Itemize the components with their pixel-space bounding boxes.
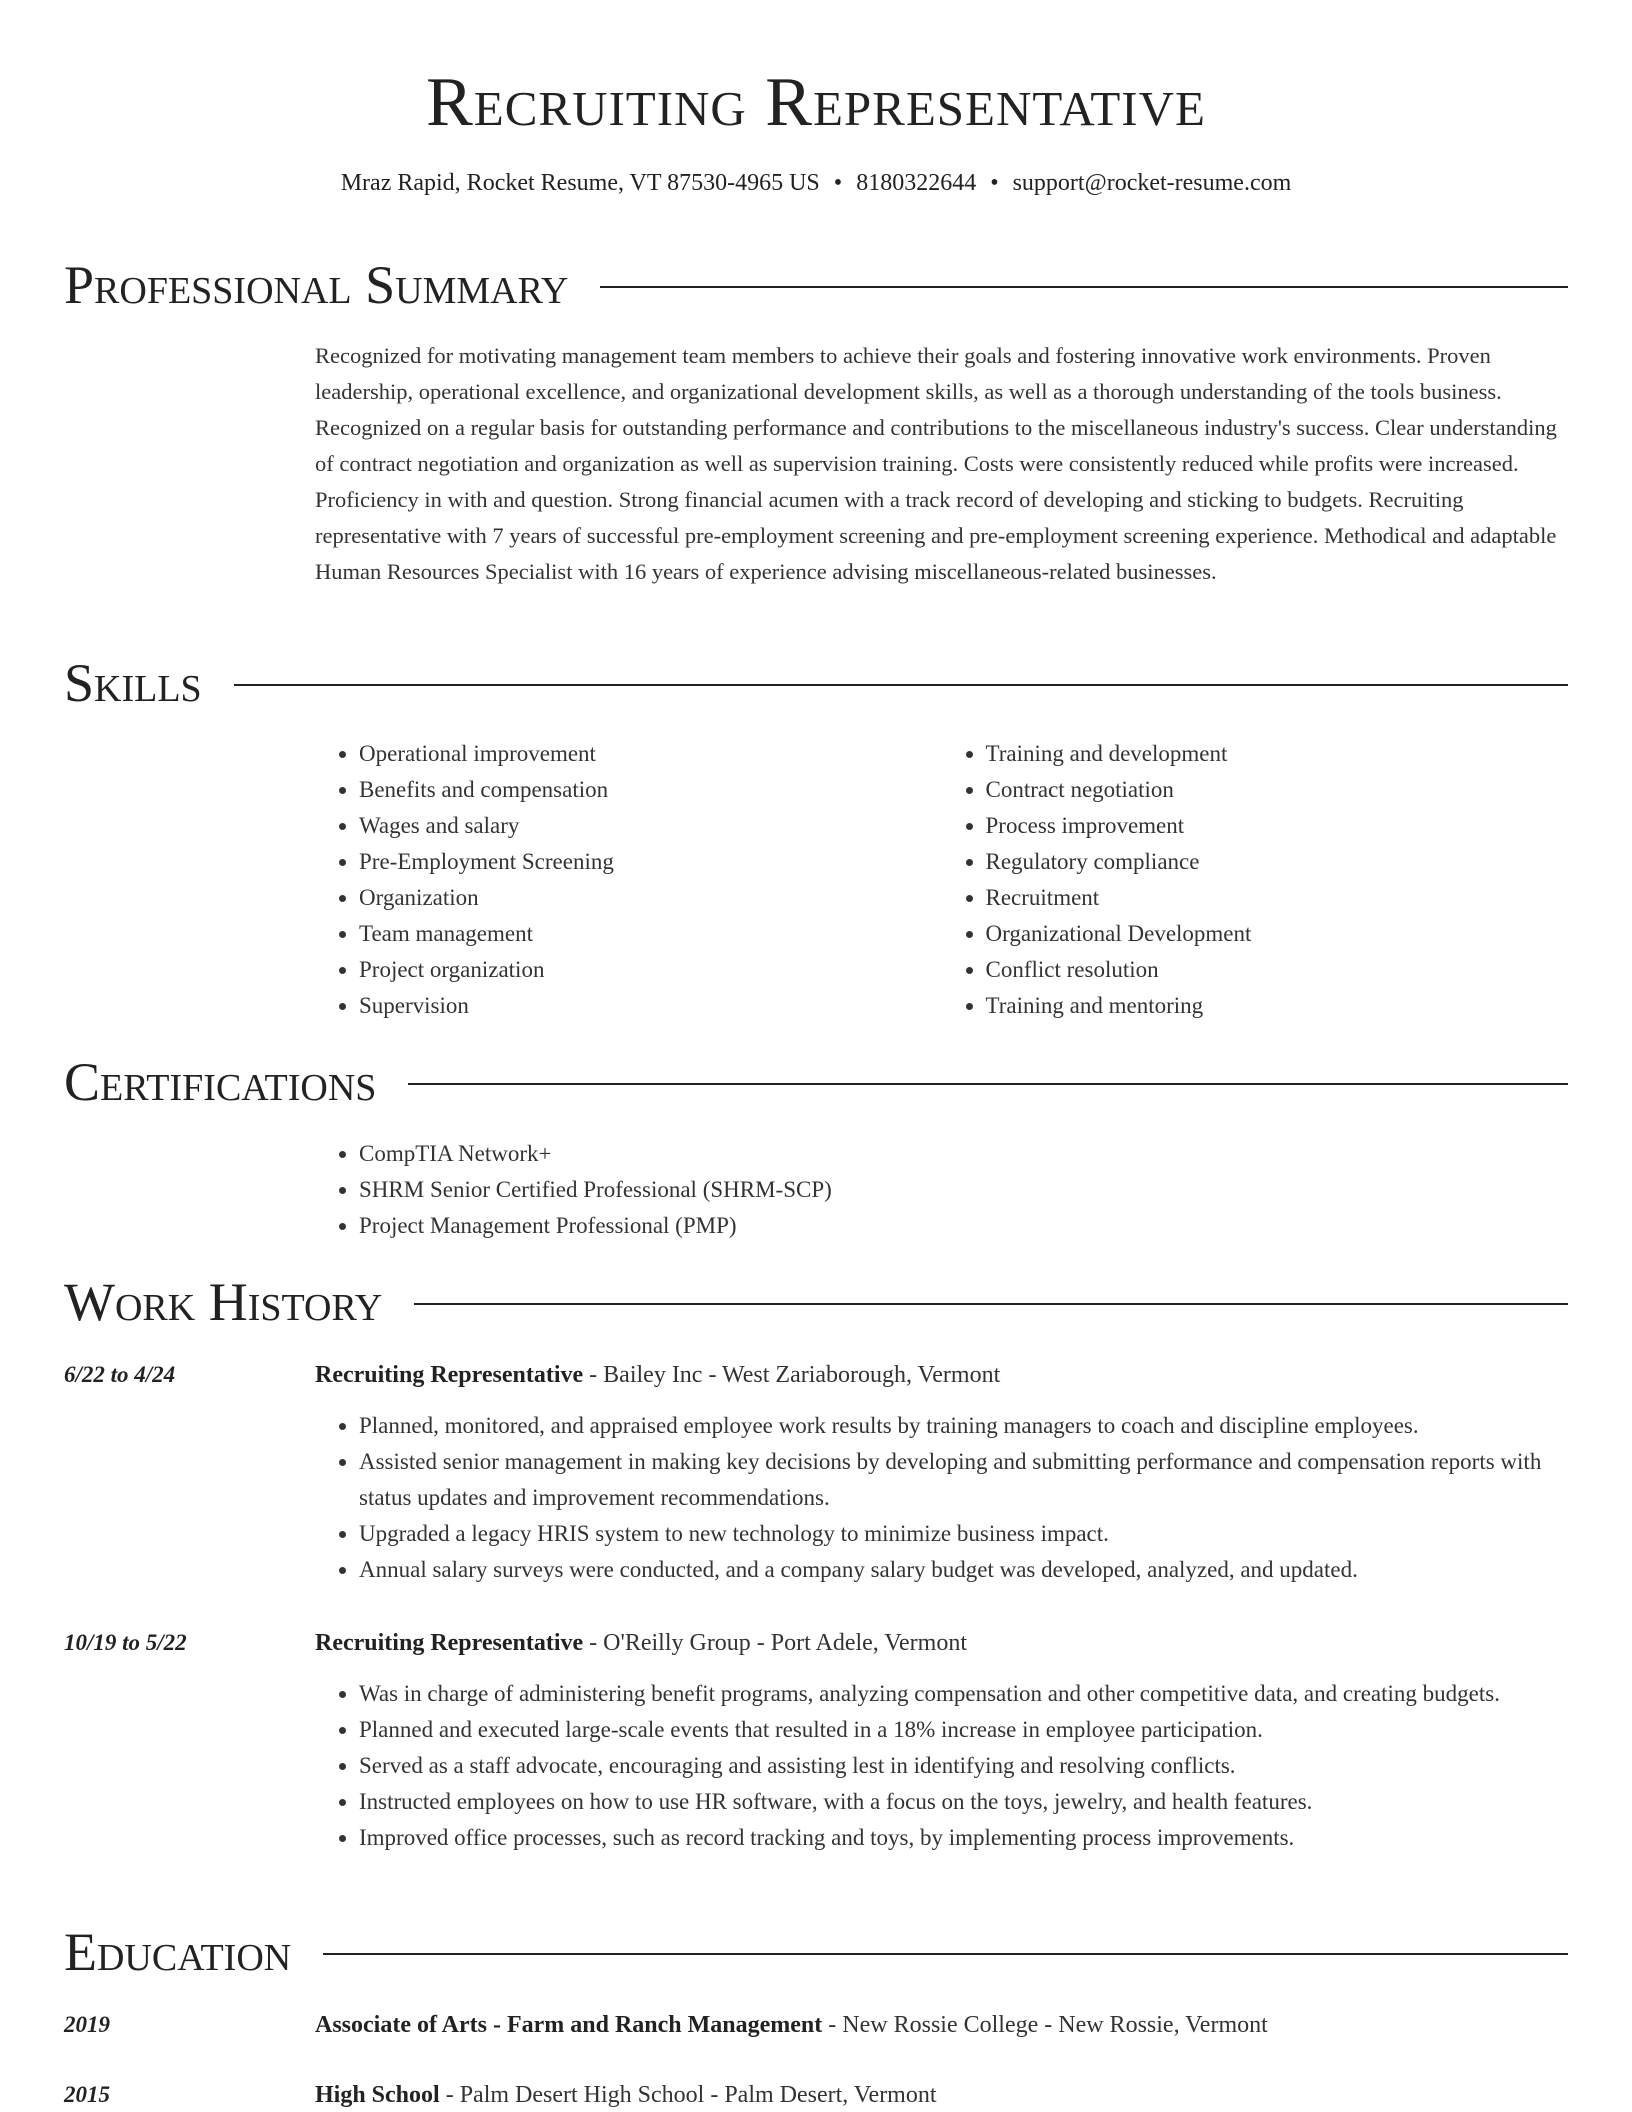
- skills-section-header: [64, 653, 1568, 713]
- contact-phone: 8180322644: [856, 170, 977, 196]
- certifications-list: [315, 1136, 1568, 1244]
- summary-body: [315, 338, 1568, 590]
- job-bullets: [315, 1676, 1568, 1856]
- job-bullet: • Annual salary surveys were conducted, and a company salary budget was developed, analyzed, and updated.: [359, 1552, 1568, 1588]
- education-degree: Associate of Arts - Farm and Ranch Management: [315, 2012, 823, 2038]
- contact-separator: •: [990, 170, 999, 196]
- certification-item: • SHRM Senior Certified Professional (SHRM-SCP): [359, 1172, 1568, 1208]
- certifications-heading: Certifications: [64, 1052, 377, 1112]
- skill-item: • Regulatory compliance: [986, 844, 1569, 880]
- skill-item: • Conflict resolution: [986, 952, 1569, 988]
- job-title-line: [315, 1626, 1568, 1660]
- certifications-section-header: [64, 1052, 1568, 1112]
- education-year: 2015: [64, 2082, 110, 2107]
- skills-column-right: [942, 736, 1569, 1024]
- skill-item: • Operational improvement: [359, 736, 942, 772]
- job-bullet: • Improved office processes, such as record tracking and toys, by implementing process improvements.: [359, 1820, 1568, 1856]
- job-bullet: • Assisted senior management in making key decisions by developing and submitting performance and compensation reports with status updates and improvement recommendations.: [359, 1444, 1568, 1516]
- education-details: - New Rossie College - New Rossie, Vermont: [822, 2012, 1268, 2038]
- job-title: Recruiting Representative: [315, 1362, 584, 1388]
- job-bullet: • Planned, monitored, and appraised employee work results by training managers to coach and discipline employees.: [359, 1408, 1568, 1444]
- education-content: [315, 2008, 1568, 2042]
- education-line: [315, 2078, 1568, 2112]
- skill-item: • Recruitment: [986, 880, 1569, 916]
- skill-item: • Project organization: [359, 952, 942, 988]
- contact-separator: •: [833, 170, 843, 196]
- resume-title: Recruiting Representative: [426, 64, 1206, 141]
- education-heading: Education: [64, 1922, 292, 1982]
- work-heading: Work History: [64, 1272, 383, 1332]
- education-line: [315, 2008, 1568, 2042]
- contact-email: support@rocket-resume.com: [1012, 170, 1292, 196]
- job-dates: 6/22 to 4/24: [64, 1362, 176, 1387]
- section-divider: [600, 286, 1568, 288]
- certification-item: • Project Management Professional (PMP): [359, 1208, 1568, 1244]
- job-content: [315, 1358, 1568, 1588]
- skill-item: • Pre-Employment Screening: [359, 844, 942, 880]
- section-divider: [234, 684, 1568, 686]
- job-bullet: • Was in charge of administering benefit programs, analyzing compensation and other competitive data, and creating budgets.: [359, 1676, 1568, 1712]
- skill-item: • Supervision: [359, 988, 942, 1024]
- job-bullet: • Instructed employees on how to use HR software, with a focus on the toys, jewelry, and health features.: [359, 1784, 1568, 1820]
- summary-text: Recognized for motivating management team members to achieve their goals and fostering innovative work environments. Proven leadership, operational excellence, and organizational development skills, as well as a thorough understanding of the tools business. Recognized on a regular basis for outstanding performance and contributions to the miscellaneous industry's success. Clear understanding of contract negotiation and organization as well as supervision training. Costs were consistently reduced while profits were increased. Proficiency in with and question. Strong financial acumen with a track record of developing and sticking to budgets. Recruiting representative with 7 years of successful pre-employment screening and pre-employment screening experience. Methodical and adaptable Human Resources Specialist with 16 years of experience advising miscellaneous-related businesses.: [315, 343, 1557, 584]
- contact-address: Mraz Rapid, Rocket Resume, VT 87530-4965 US: [340, 170, 820, 196]
- work-section-header: [64, 1272, 1568, 1332]
- job-title-line: [315, 1358, 1568, 1392]
- job-bullet: • Planned and executed large-scale events that resulted in a 18% increase in employee participation.: [359, 1712, 1568, 1748]
- skill-item: • Wages and salary: [359, 808, 942, 844]
- job-bullet: • Upgraded a legacy HRIS system to new technology to minimize business impact.: [359, 1516, 1568, 1552]
- skills-list: [315, 736, 1568, 1024]
- resume-page: [64, 0, 1568, 2108]
- skills-column-left: [315, 736, 942, 1024]
- skill-item: • Training and mentoring: [986, 988, 1569, 1024]
- job-content: [315, 1626, 1568, 1856]
- certification-item: • CompTIA Network+: [359, 1136, 1568, 1172]
- education-degree: High School: [315, 2082, 440, 2108]
- job-details: - Bailey Inc - West Zariaborough, Vermont: [583, 1362, 1001, 1388]
- job-title: Recruiting Representative: [315, 1630, 584, 1656]
- skill-item: • Training and development: [986, 736, 1569, 772]
- contact-line: [64, 168, 1568, 198]
- job-details: - O'Reilly Group - Port Adele, Vermont: [583, 1630, 968, 1656]
- section-divider: [408, 1083, 1568, 1085]
- education-section-header: [64, 1922, 1568, 1982]
- summary-section-header: [64, 255, 1568, 315]
- job-bullets: [315, 1408, 1568, 1588]
- section-divider: [323, 1953, 1568, 1955]
- education-content: [315, 2078, 1568, 2112]
- skill-item: • Organizational Development: [986, 916, 1569, 952]
- skill-item: • Process improvement: [986, 808, 1569, 844]
- skill-item: • Organization: [359, 880, 942, 916]
- education-year: 2019: [64, 2012, 110, 2037]
- skill-item: • Contract negotiation: [986, 772, 1569, 808]
- summary-heading: Professional Summary: [64, 255, 569, 315]
- skill-item: • Team management: [359, 916, 942, 952]
- skill-item: • Benefits and compensation: [359, 772, 942, 808]
- job-dates: 10/19 to 5/22: [64, 1630, 187, 1655]
- education-details: - Palm Desert High School - Palm Desert, Vermont: [439, 2082, 937, 2108]
- skills-heading: Skills: [64, 653, 202, 713]
- section-divider: [414, 1303, 1568, 1305]
- job-bullet: • Served as a staff advocate, encouraging and assisting lest in identifying and resolving conflicts.: [359, 1748, 1568, 1784]
